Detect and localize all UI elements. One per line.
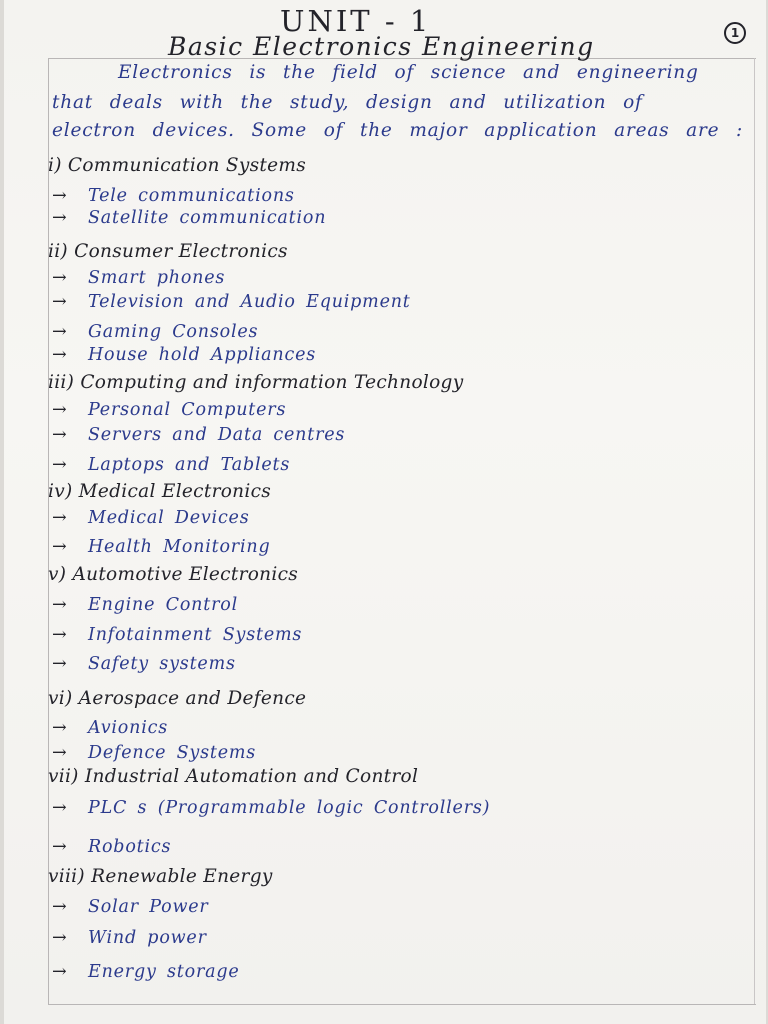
- margin-line-left: [48, 58, 49, 1004]
- page-number: 1: [724, 22, 746, 44]
- list-item: [52, 425, 345, 445]
- list-item: [52, 268, 225, 288]
- list-item: [52, 718, 168, 738]
- section-heading: i) Communication Systems: [48, 155, 307, 176]
- arrow-icon: →: [52, 268, 68, 288]
- list-item-label: Solar Power: [88, 897, 209, 917]
- list-item: [52, 743, 256, 763]
- list-item-label: Energy storage: [88, 962, 240, 982]
- list-item-label: Wind power: [88, 928, 207, 948]
- section-heading: iii) Computing and information Technology: [48, 372, 464, 393]
- arrow-icon: →: [52, 537, 68, 557]
- list-item: [52, 837, 171, 857]
- page-subtitle: Basic Electronics Engineering: [168, 32, 595, 61]
- list-item: [52, 186, 295, 206]
- intro-line-3: electron devices. Some of the major application areas are :: [52, 120, 744, 141]
- intro-line-1: Electronics is the field of science and engineering: [118, 62, 699, 83]
- list-item: [52, 962, 240, 982]
- list-item-label: PLC s (Programmable logic Controllers): [88, 798, 491, 818]
- arrow-icon: →: [52, 798, 68, 818]
- list-item-label: Defence Systems: [88, 743, 257, 763]
- arrow-icon: →: [52, 508, 68, 528]
- list-item-label: House hold Appliances: [88, 345, 317, 365]
- list-item: [52, 928, 207, 948]
- arrow-icon: →: [52, 837, 68, 857]
- section-heading: ii) Consumer Electronics: [48, 241, 288, 262]
- page-title: UNIT - 1: [280, 4, 432, 38]
- list-item-label: Engine Control: [88, 595, 238, 615]
- arrow-icon: →: [52, 292, 68, 312]
- list-item-label: Gaming Consoles: [88, 322, 259, 342]
- arrow-icon: →: [52, 718, 68, 738]
- list-item: [52, 625, 302, 645]
- list-item: [52, 798, 490, 818]
- list-item-label: Health Monitoring: [88, 537, 271, 557]
- arrow-icon: →: [52, 897, 68, 917]
- arrow-icon: →: [52, 962, 68, 982]
- list-item: [52, 897, 209, 917]
- section-heading: viii) Renewable Energy: [48, 866, 273, 887]
- section-heading: vii) Industrial Automation and Control: [48, 766, 419, 787]
- list-item-label: Avionics: [88, 718, 168, 738]
- arrow-icon: →: [52, 928, 68, 948]
- list-item: [52, 595, 238, 615]
- section-heading: v) Automotive Electronics: [48, 564, 299, 585]
- list-item: [52, 455, 290, 475]
- list-item: [52, 292, 411, 312]
- arrow-icon: →: [52, 455, 68, 475]
- arrow-icon: →: [52, 595, 68, 615]
- margin-line-bottom: [48, 1004, 756, 1005]
- arrow-icon: →: [52, 186, 68, 206]
- intro-line-2: that deals with the study, design and utilization of: [52, 92, 643, 113]
- list-item-label: Robotics: [88, 837, 172, 857]
- section-heading: vi) Aerospace and Defence: [48, 688, 307, 709]
- list-item-label: Servers and Data centres: [88, 425, 346, 445]
- arrow-icon: →: [52, 322, 68, 342]
- arrow-icon: →: [52, 625, 68, 645]
- arrow-icon: →: [52, 208, 68, 228]
- list-item: [52, 322, 258, 342]
- list-item-label: Television and Audio Equipment: [88, 292, 411, 312]
- list-item: [52, 508, 249, 528]
- list-item: [52, 345, 316, 365]
- margin-line-right: [754, 58, 755, 1004]
- list-item: [52, 537, 270, 557]
- list-item-label: Medical Devices: [88, 508, 250, 528]
- list-item-label: Personal Computers: [88, 400, 287, 420]
- list-item-label: Infotainment Systems: [88, 625, 303, 645]
- list-item-label: Safety systems: [88, 654, 236, 674]
- list-item-label: Satellite communication: [88, 208, 327, 228]
- arrow-icon: →: [52, 345, 68, 365]
- arrow-icon: →: [52, 425, 68, 445]
- arrow-icon: →: [52, 743, 68, 763]
- list-item-label: Laptops and Tablets: [88, 455, 291, 475]
- arrow-icon: →: [52, 654, 68, 674]
- list-item: [52, 400, 286, 420]
- arrow-icon: →: [52, 400, 68, 420]
- list-item: [52, 208, 326, 228]
- list-item: [52, 654, 236, 674]
- list-item-label: Smart phones: [88, 268, 226, 288]
- section-heading: iv) Medical Electronics: [48, 481, 272, 502]
- list-item-label: Tele communications: [88, 186, 295, 206]
